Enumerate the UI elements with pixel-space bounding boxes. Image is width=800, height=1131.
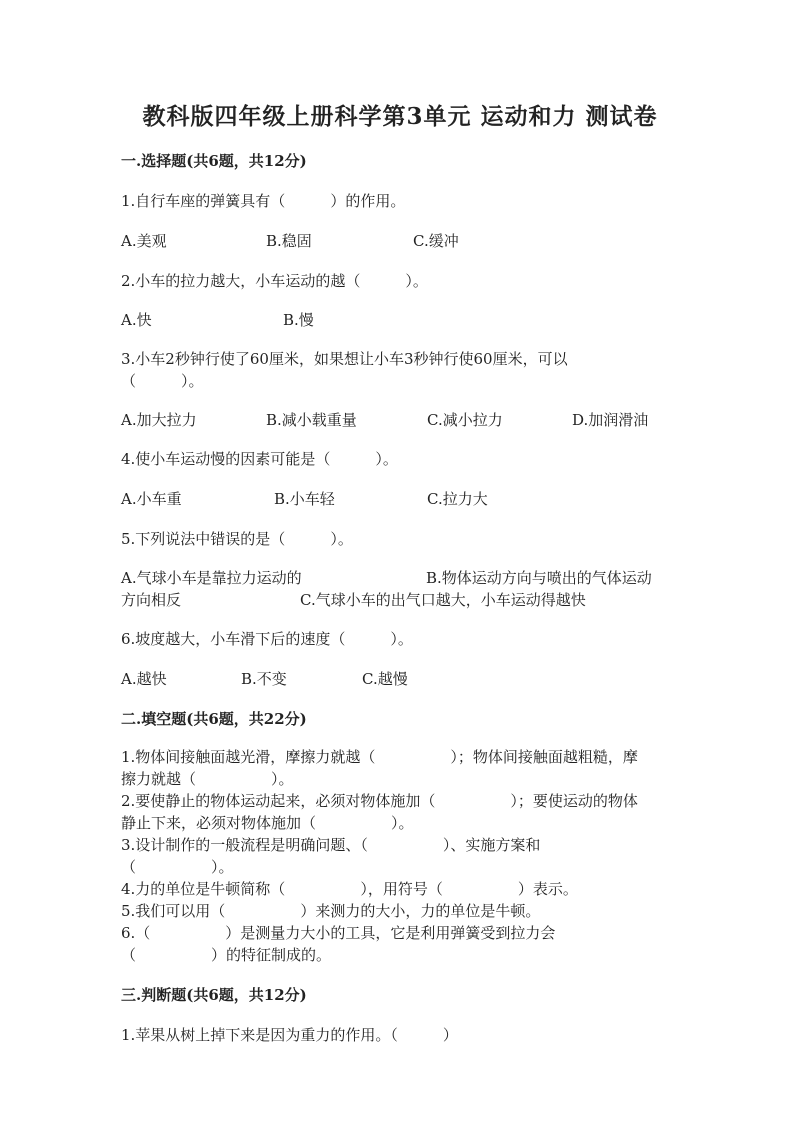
fill-line-5: 3.设计制作的一般流程是明确问题、（ ）、实施方案和 — [121, 836, 541, 854]
option-5b: B.物体运动方向与喷出的气体运动 — [426, 569, 652, 587]
option-5c: C.气球小车的出气口越大，小车运动得越快 — [300, 591, 586, 609]
fill-line-4: 静止下来，必须对物体施加（ ）。 — [121, 814, 414, 832]
section-heading-judge: 三.判断题(共6题，共12分) — [121, 986, 307, 1004]
fill-line-8: 5.我们可以用（ ）来测力的大小，力的单位是牛顿。 — [121, 902, 541, 920]
fill-line-7: 4.力的单位是牛顿简称（ ），用符号（ ）表示。 — [121, 880, 578, 898]
option-4b: B.小车轻 — [274, 490, 335, 508]
question-6: 6.坡度越大，小车滑下后的速度（ ）。 — [121, 630, 413, 648]
question-4: 4.使小车运动慢的因素可能是（ ）。 — [121, 450, 398, 468]
question-3-cont: （ ）。 — [121, 372, 204, 390]
section-heading-choice: 一.选择题(共6题，共12分) — [121, 152, 307, 170]
fill-line-3: 2.要使静止的物体运动起来，必须对物体施加（ ）；要使运动的物体 — [121, 792, 638, 810]
fill-line-2: 擦力就越（ ）。 — [121, 770, 294, 788]
option-1b: B.稳固 — [266, 232, 312, 250]
option-6b: B.不变 — [241, 670, 287, 688]
option-2a: A.快 — [121, 311, 152, 329]
question-5: 5.下列说法中错误的是（ ）。 — [121, 530, 353, 548]
fill-line-6: （ ）。 — [121, 858, 234, 876]
option-3a: A.加大拉力 — [121, 411, 197, 429]
option-3c: C.减小拉力 — [427, 411, 503, 429]
question-1: 1.自行车座的弹簧具有（ ）的作用。 — [121, 192, 406, 210]
page-title: 教科版四年级上册科学第3单元 运动和力 测试卷 — [142, 103, 658, 130]
option-5b-cont: 方向相反 — [121, 591, 182, 609]
option-1c: C.缓冲 — [413, 232, 459, 250]
judge-question-1: 1.苹果从树上掉下来是因为重力的作用。（ ） — [121, 1026, 458, 1044]
option-4c: C.拉力大 — [427, 490, 488, 508]
fill-line-1: 1.物体间接触面越光滑，摩擦力就越（ ）；物体间接触面越粗糙，摩 — [121, 748, 638, 766]
option-2b: B.慢 — [283, 311, 314, 329]
question-3: 3.小车2秒钟行使了60厘米，如果想让小车3秒钟行使60厘米，可以 — [121, 350, 568, 368]
section-heading-fill: 二.填空题(共6题，共22分) — [121, 710, 307, 728]
option-3d: D.加润滑油 — [572, 411, 649, 429]
fill-line-9: 6.（ ）是测量力大小的工具，它是利用弹簧受到拉力会 — [121, 924, 556, 942]
option-4a: A.小车重 — [121, 490, 182, 508]
option-6a: A.越快 — [121, 670, 167, 688]
option-6c: C.越慢 — [362, 670, 408, 688]
fill-line-10: （ ）的特征制成的。 — [121, 946, 332, 964]
option-3b: B.减小载重量 — [266, 411, 357, 429]
question-2: 2.小车的拉力越大，小车运动的越（ ）。 — [121, 272, 428, 290]
option-1a: A.美观 — [121, 232, 167, 250]
option-5a: A.气球小车是靠拉力运动的 — [121, 569, 302, 587]
